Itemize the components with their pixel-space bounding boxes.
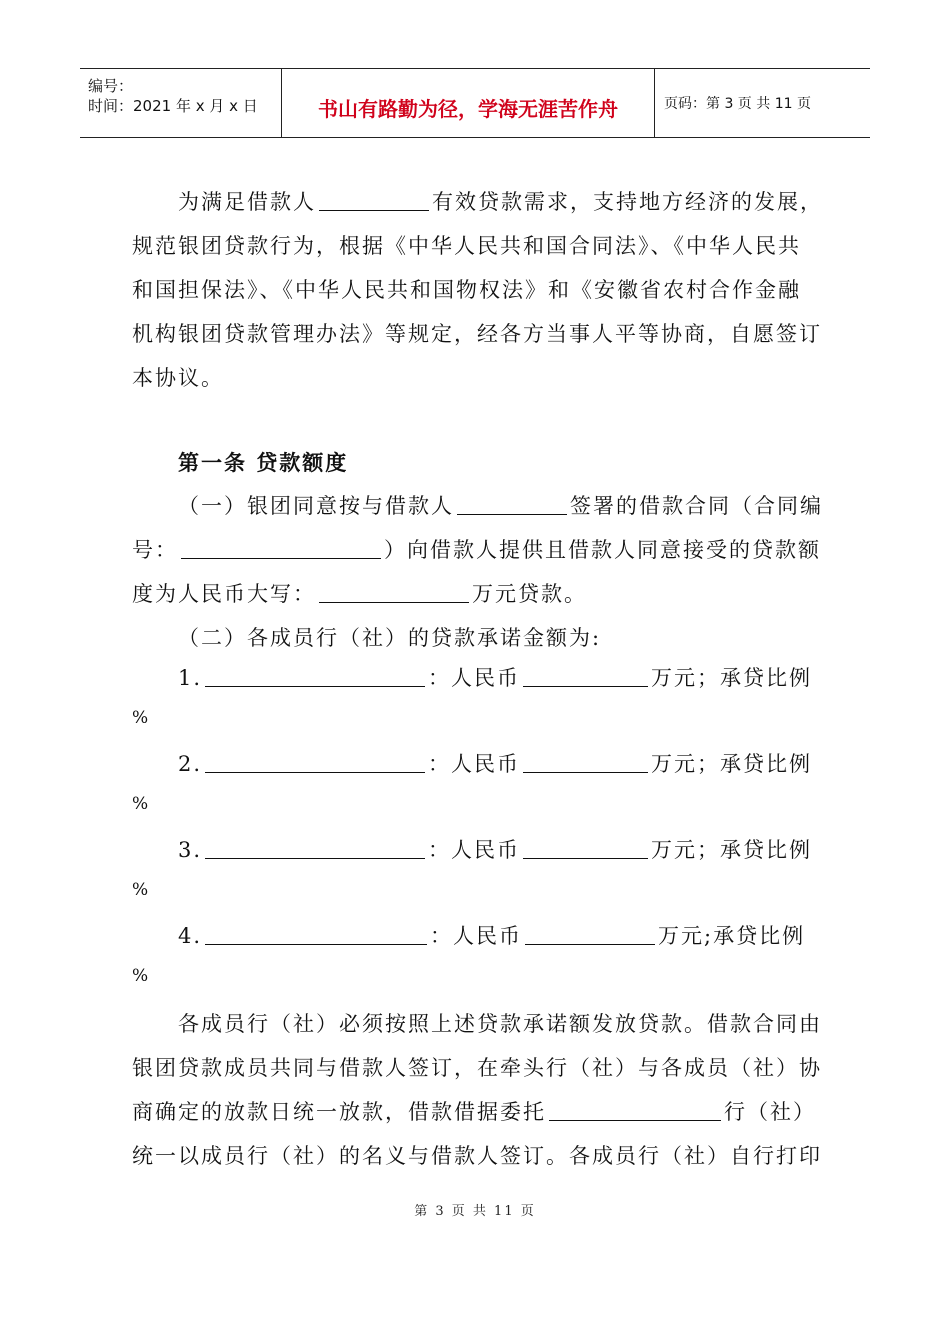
borrower-name-blank bbox=[457, 494, 567, 515]
member-name-blank bbox=[205, 666, 425, 687]
p1-line2-post: ）向借款人提供且借款人同意接受的贷款额 bbox=[384, 538, 821, 562]
p3-line3-pre: 商确定的放款日统一放款，借款借据委托 bbox=[132, 1100, 546, 1124]
header-page-cell bbox=[654, 69, 870, 137]
member-line-1 bbox=[178, 662, 868, 692]
member-num: 2. bbox=[178, 752, 203, 776]
loan-amount-blank bbox=[319, 582, 469, 603]
member-num: 4. bbox=[178, 924, 203, 948]
member-num: 3. bbox=[178, 838, 203, 862]
member-name-blank bbox=[205, 924, 427, 945]
member-pct-3: % bbox=[132, 880, 149, 900]
header-motto: 书山有路勤为径，学海无涯苦作舟 bbox=[318, 97, 618, 121]
p1-line2-pre: 号： bbox=[132, 538, 178, 562]
member-amount-blank bbox=[523, 838, 648, 859]
header-page-label: 页码：第 3 页 共 11 页 bbox=[664, 96, 811, 112]
intro-line-1-post: 有效贷款需求，支持地方经济的发展， bbox=[432, 190, 823, 214]
intro-line-5: 本协议。 bbox=[132, 366, 224, 390]
p3-line3-post: 行（社） bbox=[724, 1100, 816, 1124]
p1-post: 签署的借款合同（合同编 bbox=[570, 494, 823, 518]
member-name-blank bbox=[205, 752, 425, 773]
p1-line3-pre: 度为人民币大写： bbox=[132, 582, 316, 606]
member-line-3 bbox=[178, 834, 868, 864]
document-number-label: 编号： bbox=[88, 77, 134, 95]
contract-number-blank bbox=[181, 538, 381, 559]
article-1-heading: 第一条 贷款额度 bbox=[178, 450, 349, 475]
article-1-p2: （二）各成员行（社）的贷款承诺金额为: bbox=[178, 626, 602, 650]
intro-line-1 bbox=[178, 186, 822, 216]
intro-line-4: 机构银团贷款管理办法》等规定，经各方当事人平等协商，自愿签订 bbox=[132, 322, 822, 346]
member-pct-4: % bbox=[132, 966, 149, 986]
member-pct-2: % bbox=[132, 794, 149, 814]
p1-pre: （一）银团同意按与借款人 bbox=[178, 494, 454, 518]
intro-line-3: 和国担保法》、《中华人民共和国物权法》和《安徽省农村合作金融 bbox=[132, 278, 801, 302]
member-sep: ：人民币 bbox=[428, 838, 521, 862]
member-unit: 万元；承贷比例 bbox=[651, 838, 813, 862]
member-amount-blank bbox=[523, 752, 648, 773]
member-sep: ：人民币 bbox=[428, 752, 521, 776]
intro-line-1-pre: 为满足借款人 bbox=[178, 190, 316, 214]
borrower-blank bbox=[319, 190, 429, 211]
article-1-p1-line1 bbox=[178, 490, 822, 520]
article-1-p1-line2 bbox=[132, 534, 822, 564]
member-sep: ：人民币 bbox=[428, 666, 521, 690]
member-num: 1. bbox=[178, 666, 203, 690]
member-amount-blank bbox=[525, 924, 655, 945]
p1-line3-post: 万元贷款。 bbox=[472, 582, 587, 606]
article-1-p1-line3 bbox=[132, 578, 822, 608]
member-line-4 bbox=[178, 920, 868, 950]
member-unit: 万元；承贷比例 bbox=[651, 752, 813, 776]
header-motto-cell bbox=[281, 69, 655, 137]
member-line-2 bbox=[178, 748, 868, 778]
member-pct-1: % bbox=[132, 708, 149, 728]
document-header bbox=[80, 68, 870, 138]
header-info-cell bbox=[80, 69, 281, 137]
member-unit: 万元;承贷比例 bbox=[658, 924, 806, 948]
article-1-p3-line2: 银团贷款成员共同与借款人签订，在牵头行（社）与各成员（社）协 bbox=[132, 1056, 822, 1080]
page-footer: 第 3 页 共 11 页 bbox=[414, 1204, 536, 1219]
document-date-label: 时间：2021 年 x 月 x 日 bbox=[88, 97, 258, 115]
article-1-p3-line1: 各成员行（社）必须按照上述贷款承诺额发放贷款。借款合同由 bbox=[178, 1012, 822, 1036]
member-unit: 万元；承贷比例 bbox=[651, 666, 813, 690]
intro-line-2: 规范银团贷款行为，根据《中华人民共和国合同法》、《中华人民共 bbox=[132, 234, 801, 258]
article-1-p3-line3 bbox=[132, 1096, 822, 1126]
entrusted-bank-blank bbox=[549, 1100, 721, 1121]
article-1-p3-line4: 统一以成员行（社）的名义与借款人签订。各成员行（社）自行打印 bbox=[132, 1144, 822, 1168]
member-sep: ：人民币 bbox=[430, 924, 523, 948]
member-name-blank bbox=[205, 838, 425, 859]
member-amount-blank bbox=[523, 666, 648, 687]
